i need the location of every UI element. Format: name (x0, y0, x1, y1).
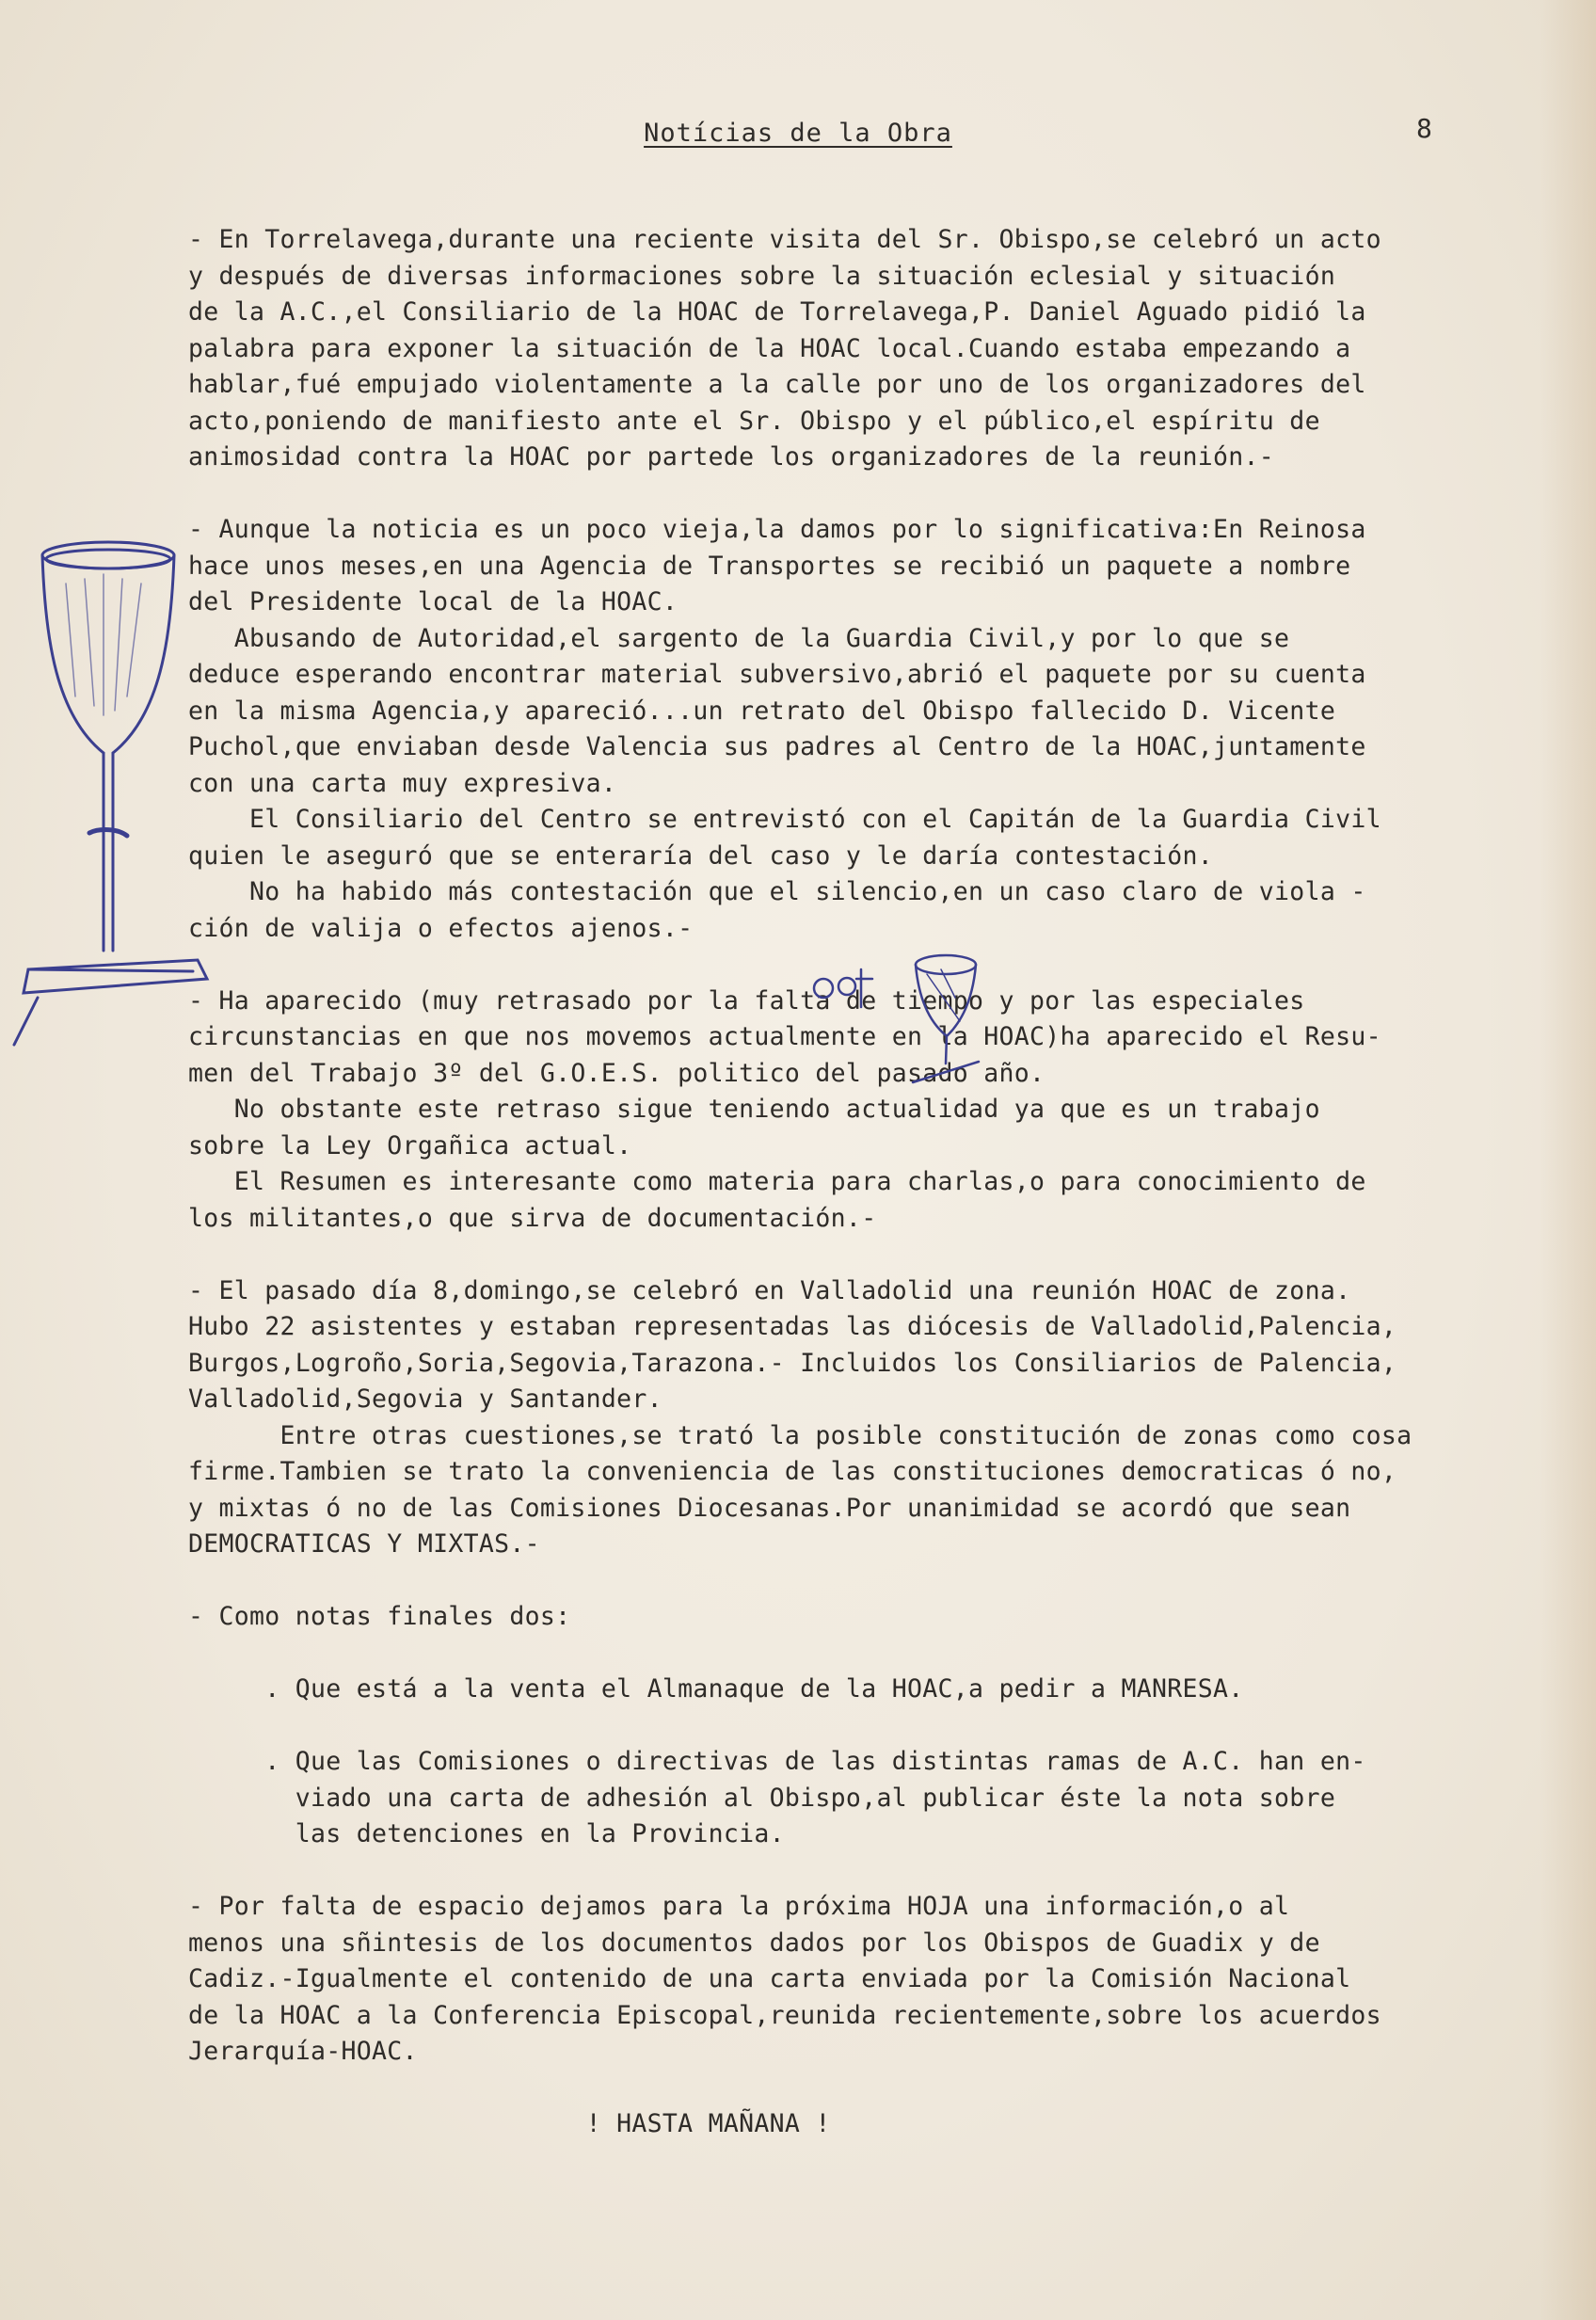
text-line: Puchol,que enviaban desde Valencia sus padres al Centro de la HOAC,juntamente (188, 732, 1366, 761)
text-line: No obstante este retraso sigue teniendo actualidad ya que es un trabajo (188, 1095, 1320, 1124)
text-line: . Que está a la venta el Almanaque de la HOAC,a pedir a MANRESA. (188, 1674, 1244, 1704)
text-line: y después de diversas informaciones sobre la situación eclesial y situación (188, 261, 1336, 291)
text-line: hablar,fué empujado violentamente a la calle por uno de los organizadores del (188, 370, 1366, 399)
text-line: El Resumen es interesante como materia para charlas,o para conocimiento de (188, 1167, 1366, 1196)
blank-line (188, 1237, 1524, 1273)
text-line: ción de valija o efectos ajenos.- (188, 913, 694, 943)
blank-line (188, 1853, 1524, 1890)
blank-line (188, 476, 1524, 513)
page-number: 8 (1416, 113, 1432, 144)
text-line: en la misma Agencia,y apareció...un retrato del Obispo fallecido D. Vicente (188, 696, 1336, 726)
text-line: men del Trabajo 3º del G.O.E.S. politico del pasado año. (188, 1058, 1045, 1088)
text-line: quien le aseguró que se enteraría del caso y le daría contestación. (188, 840, 1214, 871)
text-line: Abusando de Autoridad,el sargento de la Guardia Civil,y por lo que se (188, 623, 1290, 653)
text-line: firme.Tambien se trato la conveniencia de las constituciones democraticas ó no, (188, 1457, 1397, 1486)
text-line: circunstancias en que nos movemos actualmente en la HOAC)ha aparecido el Resu- (188, 1022, 1381, 1051)
text-line: - Ha aparecido (muy retrasado por la falta de tiempo y por las especiales (188, 985, 1305, 1016)
text-line: Entre otras cuestiones,se trató la posible constitución de zonas como cosa (188, 1420, 1412, 1450)
text-line: Jerarquía-HOAC. (188, 2037, 418, 2066)
text-line: y mixtas ó no de las Comisiones Diocesanas.Por unanimidad se acordó que sean (188, 1493, 1351, 1523)
text-line: viado una carta de adhesión al Obispo,al publicar éste la nota sobre (188, 1783, 1336, 1813)
text-line: . Que las Comisiones o directivas de las distintas ramas de A.C. han en- (188, 1747, 1366, 1776)
text-line: con una carta muy expresiva. (188, 768, 617, 798)
text-line: deduce esperando encontrar material subversivo,abrió el paquete por su cuenta (188, 660, 1366, 689)
text-line: animosidad contra la HOAC por partede los organizadores de la reunión.- (188, 442, 1275, 472)
text-line: DEMOCRATICAS Y MIXTAS.- (188, 1529, 540, 1559)
text-line: sobre la Ley Orgañica actual. (188, 1130, 632, 1160)
text-line: - El pasado día 8,domingo,se celebró en Valladolid una reunión HOAC de zona. (188, 1275, 1351, 1305)
blank-line (188, 1636, 1524, 1672)
text-line: - Aunque la noticia es un poco vieja,la damos por lo significativa:En Reinosa (188, 515, 1366, 544)
page-title (0, 119, 1596, 148)
text-line: las detenciones en la Provincia. (188, 1819, 785, 1848)
text-line: los militantes,o que sirva de documentación.- (188, 1203, 877, 1233)
blank-line (188, 1708, 1524, 1745)
text-line: - Como notas finales dos: (188, 1602, 571, 1631)
page-title-text: Notícias de la Obra (644, 119, 952, 148)
paper-edge-stain (1540, 0, 1596, 2320)
typewritten-body (188, 222, 1524, 2143)
text-line: del Presidente local de la HOAC. (188, 587, 678, 616)
text-line: - En Torrelavega,durante una reciente visita del Sr. Obispo,se celebró un acto (188, 225, 1381, 254)
text-line: de la HOAC a la Conferencia Episcopal,reunida recientemente,sobre los acuerdos (188, 2000, 1381, 2030)
blank-line (188, 1563, 1524, 1600)
text-line: ! HASTA MAÑANA ! (188, 2109, 831, 2138)
text-line: acto,poniendo de manifiesto ante el Sr. Obispo y el público,el espíritu de (188, 406, 1320, 436)
text-line: hace unos meses,en una Agencia de Transportes se recibió un paquete a nombre (188, 551, 1351, 581)
text-line: Burgos,Logroño,Soria,Segovia,Tarazona.- Incluidos los Consiliarios de Palencia, (188, 1348, 1397, 1378)
text-line: No ha habido más contestación que el silencio,en un caso claro de viola - (188, 877, 1366, 906)
text-line: Hubo 22 asistentes y estaban representadas las diócesis de Valladolid,Palencia, (188, 1312, 1397, 1341)
text-line: Cadiz.-Igualmente el contenido de una carta enviada por la Comisión Nacional (188, 1964, 1351, 1993)
blank-line (188, 2071, 1524, 2107)
text-line: menos una sñintesis de los documentos dados por los Obispos de Guadix y de (188, 1928, 1320, 1958)
blank-line (188, 947, 1524, 984)
text-line: Valladolid,Segovia y Santander. (188, 1384, 662, 1414)
text-line: de la A.C.,el Consiliario de la HOAC de Torrelavega,P. Daniel Aguado pidió la (188, 297, 1366, 327)
text-line: palabra para exponer la situación de la HOAC local.Cuando estaba empezando a (188, 333, 1351, 363)
text-line: El Consiliario del Centro se entrevistó con el Capitán de la Guardia Civil (188, 805, 1381, 834)
text-line: - Por falta de espacio dejamos para la próxima HOJA una información,o al (188, 1892, 1290, 1921)
